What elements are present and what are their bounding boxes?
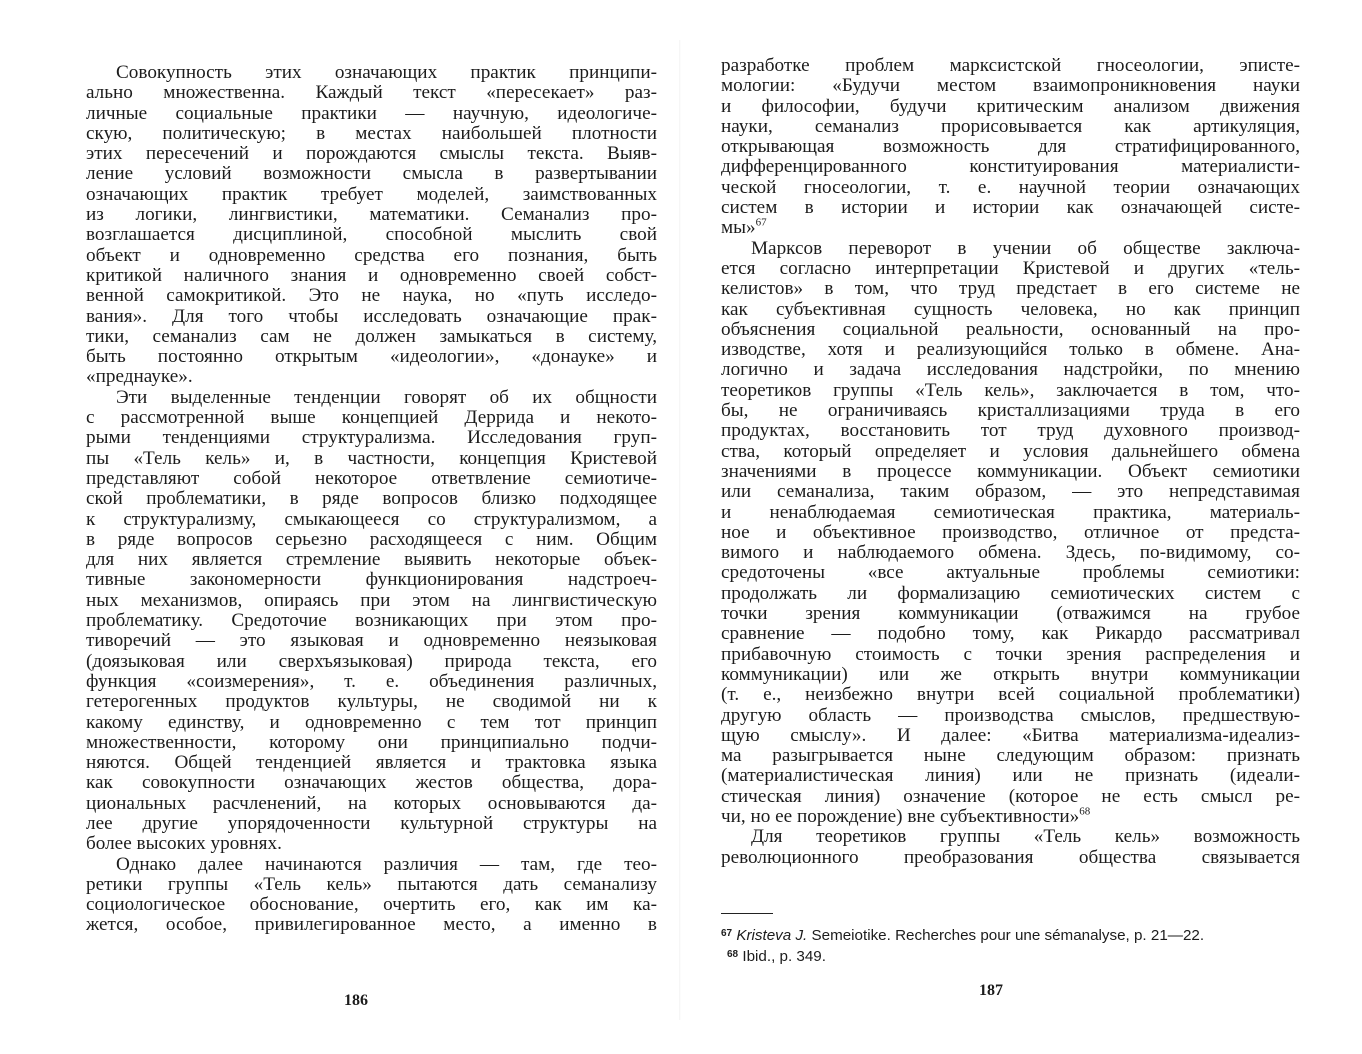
text-line: какому единству, и одновременно с тем тот принцип	[86, 711, 657, 733]
text-line: венной самокритикой. Это не наука, но «путь исследо-	[86, 285, 657, 307]
text-line: возглашается дисциплиной, способной мыслить свой	[86, 224, 657, 246]
footnote	[721, 926, 1300, 947]
text-line: стическая линия) означение (которое не есть смысл ре-	[721, 785, 1300, 807]
text-line: ческой гносеологии, т. е. научной теории означающих	[721, 176, 1300, 198]
text-line: к структурализму, смыкающееся со структурализмом, а	[86, 508, 657, 530]
text-line: ных механизмов, опираясь при этом на лингвистическую	[86, 589, 657, 611]
text-line: Для теоретиков группы «Тель кель» возможность	[751, 826, 1300, 848]
text-line: скую, политическую; в местах наибольшей плотности	[86, 122, 657, 144]
text-line: систем в истории и истории как означающей систе-	[721, 197, 1300, 219]
left-page-body	[86, 63, 657, 936]
footnote	[721, 947, 1300, 968]
text-line: «преднауке».	[86, 366, 193, 388]
text-line: (доязыковая или сверхъязыковая) природа текста, его	[86, 650, 657, 672]
text-line: жется, особое, привилегированное место, а именно в	[86, 914, 657, 936]
text-line: ально множественна. Каждый текст «пересекает» раз-	[86, 82, 657, 104]
text-line: Совокупность этих означающих практик принципи-	[116, 62, 657, 83]
footnote-number: 68	[727, 949, 739, 960]
text-line: ное и объективное производство, отличное от предста-	[721, 521, 1300, 543]
text-line: тиворечий — это языковая и одновременно неязыковая	[86, 630, 657, 652]
text-line: ской проблематики, в ряде вопросов близко подходящее	[86, 488, 657, 510]
text-line: из логики, лингвистики, математики. Семанализ про-	[86, 204, 657, 226]
text-line: дифференцированного конституирования материалисти-	[721, 156, 1300, 178]
text-line: быть постоянно открытым «идеологии», «донауке» и	[86, 346, 657, 368]
text-line: циональных расчленений, на которых основываются да-	[86, 792, 657, 814]
text-line: означающих практик требует моделей, заимствованных	[86, 183, 657, 205]
footnotes	[721, 926, 1300, 968]
text-line: вания». Для того чтобы исследовать означающие прак-	[86, 305, 657, 327]
text-line: и ненаблюдаемая семиотическая практика, материаль-	[721, 501, 1300, 523]
text-line: лее другие упорядоченности культурной структуры на	[86, 812, 657, 834]
text-line: значениями в процессе коммуникации. Объект семиотики	[721, 460, 1300, 482]
text-line: или семанализа, таким образом, — это непредставимая	[721, 481, 1300, 503]
footnote-number: 67	[721, 928, 733, 939]
text-line: тики, семанализ сам не должен замыкаться в систему,	[86, 325, 657, 347]
footnote-divider	[721, 913, 773, 914]
text-line: открывающая возможность для стратифицированного,	[721, 136, 1300, 158]
text-line: прибавочную стоимость с точки зрения распределения и	[721, 643, 1300, 665]
text-line: келистов» в том, что труд предстает в его системе не	[721, 278, 1300, 300]
text-line: ретики группы «Тель кель» пытаются дать семанализу	[86, 873, 657, 895]
text-line: науки, семанализ прорисовывается как артикуляция,	[721, 115, 1300, 137]
text-line: точки зрения коммуникации (отважимся на грубое	[721, 603, 1300, 625]
text-line: с рассмотренной выше концепцией Деррида и некото-	[86, 407, 657, 429]
text-line: изводстве, хотя и реализующийся только в обмене. Ана-	[721, 339, 1300, 361]
text-line: объект и одновременно средства его познания, быть	[86, 244, 657, 266]
text-line: и философии, будучи критическим анализом движения	[721, 95, 1300, 117]
page-number: 186	[344, 992, 368, 1009]
text-line: логично и задача исследования надстройки, по мнению	[721, 359, 1300, 381]
text-line: Марксов переворот в учении об обществе заключа-	[751, 237, 1300, 259]
text-line: Однако далее начинаются различия — там, где тео-	[116, 853, 657, 875]
text-line: личные социальные практики — научную, идеологиче-	[86, 102, 657, 124]
text-line: продолжать ли формализацию семиотических систем с	[721, 582, 1300, 604]
text-line: теоретиков группы «Тель кель», заключается в том, что-	[721, 379, 1300, 401]
text-line	[721, 807, 1300, 827]
text-line: щую смыслу». И далее: «Битва материализма-идеализ-	[721, 724, 1300, 746]
text-line: проблематику. Средоточие возникающих при этом про-	[86, 610, 657, 632]
text-line: функция «соизмерения», т. е. объединения различных,	[86, 670, 657, 692]
text-line: как субъективная сущность человека, но как принцип	[721, 298, 1300, 320]
footnote-text: Semeiotike. Recherches pour une sémanalyse, p. 21—22.	[811, 927, 1205, 944]
text-line: объяснения социальной реальности, основанный на про-	[721, 318, 1300, 340]
text-line: пы «Тель кель» и, в частности, концепция Кристевой	[86, 447, 657, 469]
text-line: коммуникации) или же открыть внутри коммуникации	[721, 663, 1300, 685]
text-line	[721, 218, 1300, 238]
footnote-author: Kristeva J.	[736, 927, 808, 944]
text-line: революционного преобразования общества связывается	[721, 846, 1300, 868]
text-line: другую область — производства смыслов, предшествую-	[721, 704, 1300, 726]
text-line: (т. е., неизбежно внутри всей социальной проблематики)	[721, 684, 1300, 706]
text-line-content: чи, но ее порождение) вне субъективности»	[721, 805, 1080, 827]
text-line: вимого и наблюдаемого обмена. Здесь, по-видимому, со-	[721, 542, 1300, 564]
page-number: 187	[979, 982, 1003, 999]
text-line-content: мы»	[721, 217, 756, 239]
text-line: множественности, которому они принципиально подчи-	[86, 731, 657, 753]
text-line: разработке проблем марксистской гносеологии, эписте-	[721, 55, 1300, 76]
footnote-reference: 68	[1079, 805, 1091, 818]
footnote-reference: 67	[755, 216, 767, 229]
text-line: критикой наличного знания и одновременно своей собст-	[86, 264, 657, 286]
right-page-body	[721, 56, 1300, 868]
text-line: гетерогенных продуктов культуры, не сводимой ни к	[86, 691, 657, 713]
text-line: ется согласно интерпретации Кристевой и других «тель-	[721, 257, 1300, 279]
text-line: средоточены «все актуальные проблемы семиотики:	[721, 562, 1300, 584]
text-line: Эти выделенные тенденции говорят об их общности	[116, 386, 657, 408]
text-line: более высоких уровнях.	[86, 833, 282, 855]
text-line: продуктах, восстановить тот труд духовного производ-	[721, 420, 1300, 442]
text-line: ства, который определяет и условия дальнейшего обмена	[721, 440, 1300, 462]
text-line: этих пересечений и порождаются смыслы текста. Выяв-	[86, 143, 657, 165]
footnote-text: Ibid., p. 349.	[742, 948, 826, 965]
text-line: ма разыгрывается ныне следующим образом: признать	[721, 745, 1300, 767]
text-line: бы, не ограничиваясь кристаллизациями труда в его	[721, 400, 1300, 422]
text-line: (материалистическая линия) или не признать (идеали-	[721, 765, 1300, 787]
text-line: в ряде вопросов серьезно расходящееся с ним. Общим	[86, 528, 657, 550]
text-line: представляют собой некоторое ответвление семиотиче-	[86, 467, 657, 489]
right-page	[681, 0, 1362, 1054]
text-line: мологии: «Будучи местом взаимопроникновения науки	[721, 75, 1300, 97]
text-line: для них является стремление выявить некоторые объек-	[86, 549, 657, 571]
text-line: ление условий возможности смысла в развертывании	[86, 163, 657, 185]
text-line: тивные закономерности функционирования надстроеч-	[86, 569, 657, 591]
text-line: как совокупности означающих жестов общества, дора-	[86, 772, 657, 794]
text-line: социологическое обоснование, очертить его, как им ка-	[86, 894, 657, 916]
text-line: сравнение — подобно тому, как Рикардо рассматривал	[721, 623, 1300, 645]
text-line: няются. Общей тенденцией является и трактовка языка	[86, 752, 657, 774]
text-line: рыми тенденциями структурализма. Исследования груп-	[86, 427, 657, 449]
